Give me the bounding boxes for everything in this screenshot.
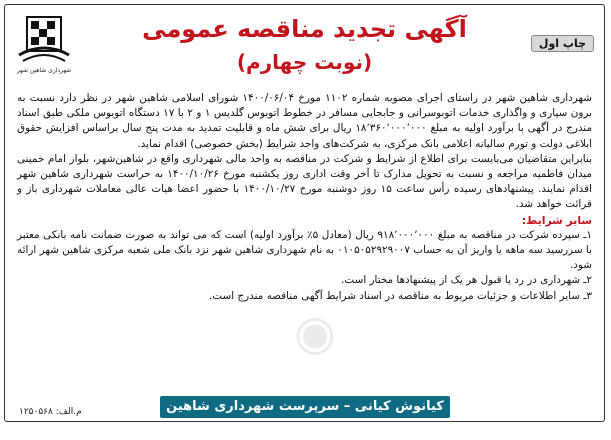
- signature-footer: کیانوش کیانی – سرپرست شهرداری شاهین شهر: [160, 396, 450, 418]
- notice-subtitle: (نوبت چهارم): [236, 50, 373, 74]
- condition-item: ۱ـ سپرده شرکت در مناقصه به مبلغ ۹۱۸٬۰۰۰٬۰۰۰ ریال (معادل ۵٪ برآورد اولیه) است که می تواند به صورت ضمانت نامه بانکی معتبر با سررسید سه ماهه یا واریز آن به حساب ۰۱۰۵۰۵۲۹۲۹۰۰۷ به نام شهرداری شاهین شهر نزد بانک ملی شعبه مرکزی شاهین شهر ارائه شود.: [17, 228, 593, 272]
- conditions-heading: سایر شرایط:: [521, 213, 592, 227]
- condition-item: ۲ـ شهرداری در رد یا قبول هر یک از پیشنهادها مختار است.: [341, 274, 592, 287]
- condition-item: ۳ـ سایر اطلاعات و جزئیات مربوط به مناقصه در اسناد شرایط آگهی مناقصه مندرج است.: [209, 289, 592, 302]
- reference-number: م.الف: ۱۲۵۰۵۶۸: [19, 407, 82, 417]
- intro-paragraph: شهرداری شاهین شهر در راستای اجرای مصوبه شماره ۱۱۰۲ مورخ ۱۴۰۰/۰۶/۰۴ شورای اسلامی شاهین شهر در نظر دارد نسبت به برون سپاری و واگذاری خدمات اتوبوسرانی و جابجایی مسافر در خطوط اتوبوس گلدیس ۱ و ۲ با ۱۷ دستگاه اتوبوس ملکی طبق اسناد مندرج در آگهی با برآورد اولیه به مبلغ ۱۸٬۳۶۰٬۰۰۰٬۰۰۰ ریال برای شش ماه و قابلیت تمدید به مدت پنج سال براساس افزایش حقوق ابلاغی دولت و تورم سالیانه اعلامی بانک مرکزی، به شرکت‌های واجد شرایط (بخش خصوصی) اقدام نماید.: [17, 92, 593, 150]
- print-edition-badge: چاپ اول: [531, 35, 594, 52]
- instructions-paragraph: بنابراین متقاضیان می‌بایست برای اطلاع از شرایط و شرکت در مناقصه به واحد مالی شهرداری واقع در شاهین‌شهر، بلوار امام خمینی میدان فاطمیه مراجعه و نسبت به تحویل مدارک تا آخر وقت اداری روز یکشنبه مورخ ۱۴۰۰/۱۰/۲۶ به حراست شهرداری شاهین شهر اقدام نمایند. پیشنهادهای رسیده رأس ساعت ۱۵ روز دوشنبه مورخ ۱۴۰۰/۱۰/۲۷ با حضور اعضا هیات عالی معاملات شهرداری باز و قرائت خواهد شد.: [17, 152, 592, 211]
- watermark-seal: ◉: [294, 305, 336, 361]
- notice-frame: [4, 4, 605, 422]
- notice-body: [17, 91, 592, 304]
- notice-title: آگهی تجدید مناقصه عمومی: [142, 15, 467, 43]
- logo-caption: شهرداری شاهین شهر: [16, 67, 72, 74]
